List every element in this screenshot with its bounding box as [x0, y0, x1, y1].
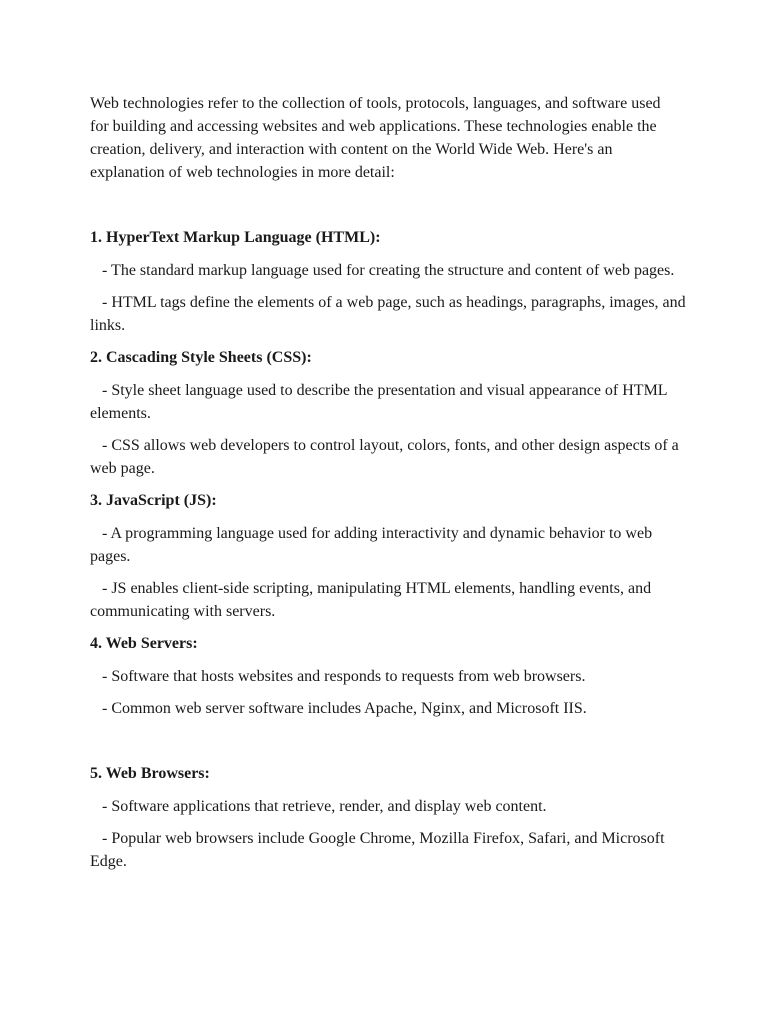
section-heading-web-servers: 4. Web Servers: [90, 635, 198, 652]
section-heading-web-browsers: 5. Web Browsers: [90, 765, 210, 782]
section-bullet: - CSS allows web developers to control layout, colors, fonts, and other design aspects of a web page. [90, 437, 679, 477]
section-bullet: - Style sheet language used to describe the presentation and visual appearance of HTML elements. [90, 382, 667, 422]
section-bullet: - Software applications that retrieve, render, and display web content. [102, 798, 547, 815]
intro-paragraph: Web technologies refer to the collection of tools, protocols, languages, and software used for building and accessing websites and web applications. These technologies enable the creation, delivery, and interaction with content on the World Wide Web. Here's an explanation of web technologies in more detail: [90, 95, 661, 181]
section-bullet: - The standard markup language used for creating the structure and content of web pages. [102, 262, 675, 279]
section-heading-html: 1. HyperText Markup Language (HTML): [90, 229, 381, 246]
document-body [90, 92, 690, 873]
section-heading-javascript: 3. JavaScript (JS): [90, 492, 217, 509]
section-heading-css: 2. Cascading Style Sheets (CSS): [90, 349, 312, 366]
section-bullet: - HTML tags define the elements of a web page, such as headings, paragraphs, images, and links. [90, 294, 686, 334]
section-bullet: - A programming language used for adding interactivity and dynamic behavior to web pages. [90, 525, 653, 565]
section-bullet: - JS enables client-side scripting, manipulating HTML elements, handling events, and communicating with servers. [90, 580, 652, 620]
section-bullet: - Popular web browsers include Google Chrome, Mozilla Firefox, Safari, and Microsoft Edge. [90, 830, 665, 870]
section-bullet: - Software that hosts websites and responds to requests from web browsers. [102, 668, 586, 685]
section-bullet: - Common web server software includes Apache, Nginx, and Microsoft IIS. [102, 700, 587, 717]
